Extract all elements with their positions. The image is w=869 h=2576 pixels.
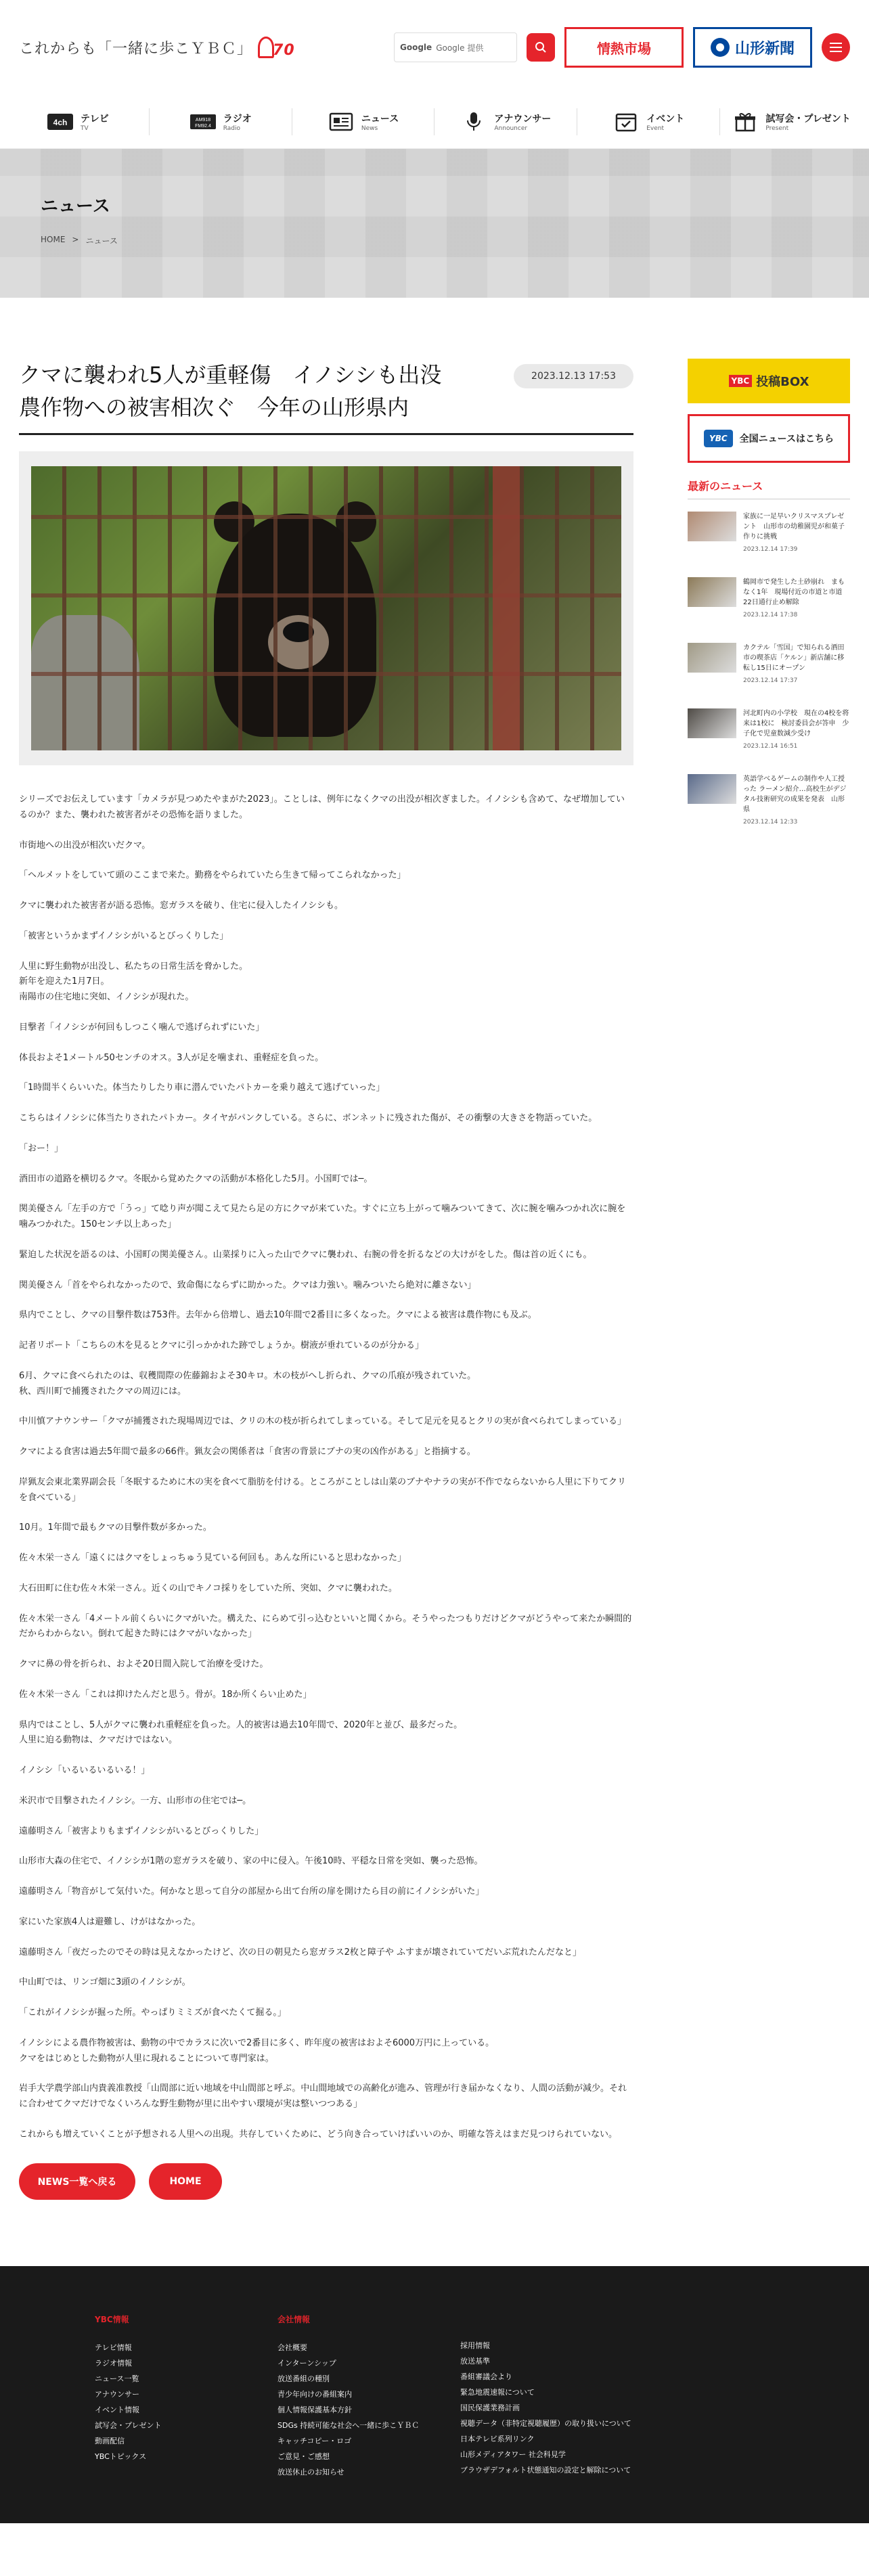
footer-link[interactable]: テレビ情報 <box>95 2343 132 2352</box>
hamburger-menu-button[interactable] <box>822 33 850 62</box>
footer-link[interactable]: 採用情報 <box>460 2341 490 2350</box>
article-paragraph: 酒田市の道路を横切るクマ。冬眠から覚めたクマの活動が本格化した5月。小国町では─。 <box>19 1173 373 1184</box>
news-list-button[interactable]: NEWS一覧へ戻る <box>19 2163 135 2200</box>
news-date: 2023.12.14 12:33 <box>743 819 798 826</box>
article-paragraph: 佐々木栄一さん「これは抑けたんだと思う。骨が。18か所くらい止めた」 <box>19 1689 312 1700</box>
news-thumbnail <box>688 643 736 673</box>
logo-text: これからも「一緒に歩こＹＢＣ」 <box>19 40 253 58</box>
article-title-line2: 農作物への被害相次ぐ 今年の山形県内 <box>19 394 409 420</box>
footer-link[interactable]: イベント情報 <box>95 2405 139 2414</box>
news-date: 2023.12.14 17:37 <box>743 677 798 684</box>
footer-col-other <box>460 2313 643 2523</box>
yamagata-shimbun-banner[interactable] <box>693 27 812 68</box>
news-date: 2023.12.14 17:38 <box>743 612 798 618</box>
home-button[interactable]: HOME <box>149 2163 222 2200</box>
article-paragraph: 米沢市で目撃されたイノシシ。一方、山形市の住宅では─。 <box>19 1795 252 1806</box>
footer-col-ybc <box>95 2313 277 2523</box>
search-button[interactable] <box>527 33 555 62</box>
article-paragraph: 目撃者「イノシシが何回もしつこく噛んで逃げられずにいた」 <box>19 1022 265 1033</box>
page-title: ニュース <box>41 196 110 217</box>
breadcrumb-home[interactable]: HOME <box>41 235 66 244</box>
footer-heading: YBC情報 <box>95 2314 129 2324</box>
footer-link[interactable]: YBCトピックス <box>95 2452 147 2462</box>
article-paragraph: 家にいた家族4人は避難し、けがはなかった。 <box>19 1916 201 1927</box>
article-photo-bear-in-cage <box>31 466 621 750</box>
article-paragraph: 市街地への出没が相次いだクマ。 <box>19 840 151 851</box>
article-paragraph: 中川慎アナウンサー「クマが捕獲された現場周辺では、クリの木の枝が折られてしまっている。そして足元を見るとクリの実が食べられてしまっている」 <box>19 1416 627 1427</box>
search-placeholder: Google 提供 <box>436 43 484 53</box>
footer-link[interactable]: ご意見・ご感想 <box>277 2452 330 2462</box>
footer-link[interactable]: ラジオ情報 <box>95 2358 132 2368</box>
national-news-label: 全国ニュースはこちら <box>739 434 834 445</box>
footer-link[interactable]: キャッチコピー・ロゴ <box>277 2437 352 2446</box>
nav-sublabel: Event <box>646 125 665 132</box>
footer-link[interactable]: 緊急地震速報について <box>460 2387 535 2397</box>
news-title: カクテル「雪国」で知られる酒田市の喫茶店「ケルン」新店舗に移転し15日にオープン <box>743 644 845 672</box>
nav-present[interactable] <box>719 108 862 135</box>
news-title: 鶴岡市で発生した土砂崩れ まもなく1年 現場付近の市道と市道 22日通行止め解除 <box>743 579 849 606</box>
nav-tv[interactable] <box>7 108 149 135</box>
news-date: 2023.12.14 16:51 <box>743 743 798 750</box>
news-date: 2023.12.14 17:39 <box>743 546 798 553</box>
gift-icon <box>732 111 759 133</box>
article-paragraph: イノシシによる農作物被害は、動物の中でカラスに次いで2番目に多く、昨年度の被害はおよそ6000万円に上っている。 クマをはじめとした動物が人里に現れることについて専門家は。 <box>19 2037 495 2064</box>
footer-link[interactable]: 視聴データ（非特定視聴履歴）の取り扱いについて <box>460 2418 631 2428</box>
footer-link[interactable]: 放送休止のお知らせ <box>277 2468 344 2477</box>
nav-radio[interactable] <box>149 108 292 135</box>
microphone-icon <box>460 111 487 133</box>
article-paragraph: イノシシ「いるいるいるいる！」 <box>19 1765 150 1776</box>
footer-link[interactable]: 青少年向けの番組案内 <box>277 2389 352 2399</box>
article-main <box>19 359 633 2200</box>
site-footer <box>0 2266 869 2523</box>
jonetsu-ichiba-banner[interactable] <box>564 27 684 68</box>
footer-link[interactable]: 個人情報保護基本方針 <box>277 2405 352 2414</box>
footer-link[interactable]: インターンシップ <box>277 2358 336 2368</box>
article-paragraph: 関美優さん「左手の方で「うっ」て唸り声が聞こえて見たら足の方にクマが来ていた。すぐに立ち上がって噛みついてきて、次に腕を噛みつかれ次に腕を噛みつかれた。150センチ以上あった」 <box>19 1204 626 1229</box>
nav-label: イベント <box>646 113 685 125</box>
toukou-box-label: 投稿BOX <box>756 375 809 389</box>
article-date: 2023.12.13 17:53 <box>514 364 633 388</box>
article-paragraph: これからも増えていくことが予想される人里への出現。共存していくために、どう向き合っていけばいいのか、明確な答えはまだ見つけられていない。 <box>19 2129 618 2140</box>
article-paragraph: 県内でことし、クマの目撃件数は753件。去年から倍増し、過去10年間で2番目に多くなった。クマによる被害は農作物にも及ぶ。 <box>19 1310 537 1321</box>
footer-link[interactable]: 試写会・プレゼント <box>95 2420 162 2430</box>
calendar-check-icon <box>612 111 640 133</box>
nav-label: ニュース <box>361 113 399 125</box>
search-input[interactable] <box>394 32 517 62</box>
latest-news-item[interactable] <box>688 499 850 565</box>
footer-link[interactable]: SDGs 持続可能な社会へ一緒に歩こＹＢＣ <box>277 2420 420 2430</box>
footer-link[interactable]: 会社概要 <box>277 2343 307 2352</box>
latest-news-item[interactable] <box>688 696 850 762</box>
article-paragraph: 岩手大学農学部山内貴義准教授「山間部に近い地域を中山間部と呼ぶ。中山間地域での高齢化が進み、管理が行き届かなくなり、人間の活動が減少。それに合わせてクマだけでなくいろんな野生動物が里に出やすい環境が実は整いつつある」 <box>19 2083 627 2109</box>
footer-link[interactable]: ブラウザデフォルト状態通知の設定と解除について <box>460 2466 631 2475</box>
footer-heading: 会社情報 <box>277 2314 311 2324</box>
article-paragraph: 遠藤明さん「物音がして気付いた。何かなと思って自分の部屋から出て台所の扉を開けたら目の前にイノシシがいた」 <box>19 1886 485 1897</box>
article-paragraph: 岸猟友会東北業界副会長「冬眠するために木の実を食べて脂肪を付ける。ところがことしは山菜のブナやナラの実が不作でならないから人里に下りてクリを食べている」 <box>19 1476 627 1503</box>
breadcrumb-separator: > <box>72 235 79 244</box>
page-hero <box>0 149 869 298</box>
svg-text:AM918: AM918 <box>195 117 210 122</box>
nav-event[interactable] <box>577 108 719 135</box>
national-news-banner[interactable] <box>688 414 850 463</box>
article-paragraph: クマに襲われた被害者が語る恐怖。窓ガラスを破り、住宅に侵入したイノシシも。 <box>19 901 343 911</box>
sidebar <box>688 359 850 2200</box>
nav-news[interactable] <box>292 108 435 135</box>
latest-news-item[interactable] <box>688 631 850 696</box>
nav-label: 試写会・プレゼント <box>765 113 851 125</box>
article-buttons <box>19 2163 633 2200</box>
footer-link[interactable]: ニュース一覧 <box>95 2374 139 2383</box>
news-thumbnail <box>688 577 736 607</box>
yamagata-shimbun-label: 山形新聞 <box>734 40 795 58</box>
article-photo-frame <box>19 451 633 765</box>
latest-news-list <box>688 499 850 838</box>
article-paragraph: クマによる食害は過去5年間で最多の66件。猟友会の関係者は「食害の背景にブナの実の凶作がある」と指摘する。 <box>19 1447 476 1457</box>
article-paragraph: 佐々木栄一さん「遠くにはクマをしょっちゅう見ている何回も。あんな所にいると思わなかった」 <box>19 1553 407 1563</box>
article-paragraph: 「これがイノシシが掘った所。やっぱりミミズが食べたくて掘る。」 <box>19 2008 286 2018</box>
footer-link[interactable]: 動画配信 <box>95 2437 125 2446</box>
nav-sublabel: Radio <box>223 125 241 132</box>
article-paragraph: 山形市大森の住宅で、イノシシが1階の窓ガラスを破り、家の中に侵入。午後10時、平穏な日常を突如、襲った恐怖。 <box>19 1856 483 1867</box>
news-title: 家族に一足早いクリスマスプレゼント 山形市の幼稚園児が和菓子作りに挑戦 <box>743 513 845 541</box>
footer-link[interactable]: 日本テレビ系列リンク <box>460 2435 535 2444</box>
article-paragraph: 「ヘルメットをしていて頭のここまで来た。勤務をやられていたら生きて帰ってこられなかった」 <box>19 870 406 881</box>
radio-icon <box>190 111 217 133</box>
article-paragraph: 県内ではことし、5人がクマに襲われ重軽症を負った。人的被害は過去10年間で、2020年と並び、最多だった。 人里に迫る動物は、クマだけではない。 <box>19 1719 463 1746</box>
ybc-tag: YBC <box>729 375 753 387</box>
article-title-line1: クマに襲われ5人が重軽傷 イノシシも出没 <box>19 362 442 388</box>
footer-link[interactable]: 山形メディアタワー 社会科見学 <box>460 2450 566 2460</box>
mascot-logo-icon: 70 <box>258 34 296 61</box>
nav-sublabel: TV <box>81 125 89 132</box>
latest-news-item[interactable] <box>688 565 850 631</box>
jonetsu-ichiba-label: 情熱市場 <box>597 40 651 57</box>
nav-label: ラジオ <box>223 113 252 125</box>
nav-label: アナウンサー <box>494 113 552 125</box>
article-header <box>19 359 633 435</box>
site-logo[interactable] <box>19 34 296 61</box>
article-paragraph: 6月、クマに食べられたのは、収穫間際の佐藤錦およそ30キロ。木の枝がへし折られ、クマの爪痕が残されていた。 秋、西川町で捕獲されたクマの周辺には。 <box>19 1370 476 1397</box>
article-paragraph: 大石田町に住む佐々木栄一さん。近くの山でキノコ採りをしていた所、突如、クマに襲われた。 <box>19 1583 397 1594</box>
latest-news-item[interactable] <box>688 762 850 838</box>
search-icon <box>535 41 547 53</box>
article-paragraph: 「1時間半くらいいた。体当たりしたり車に潜んでいたパトカーを乗り越えて逃げていった」 <box>19 1083 385 1093</box>
newspaper-logo-icon <box>711 38 730 57</box>
site-header <box>0 0 869 95</box>
breadcrumb <box>41 235 828 246</box>
article-paragraph: 遠藤明さん「夜だったのでその時は見えなかったけど、次の日の朝見たら窓ガラス2枚と障子や ふすまが壊されていてだいぶ荒れたんだなと」 <box>19 1947 582 1958</box>
ybc-logo-icon: YBC <box>704 430 733 447</box>
article-paragraph: 佐々木栄一さん「4メートル前くらいにクマがいた。構えた、にらめて引っ込むといいと聞くから。そうやったつもりだけどクマがどうやって来たか瞬間的だからわからない。倒れて起きた時にはクマがいなかった」 <box>19 1613 632 1640</box>
article-paragraph: 遠藤明さん「被害よりもまずイノシシがいるとびっくりした」 <box>19 1826 264 1836</box>
article-paragraph: こちらはイノシシに体当たりされたパトカー。タイヤがパンクしている。さらに、ボンネットに残された傷が、その衝撃の大きさを物語っていた。 <box>19 1113 598 1123</box>
news-thumbnail <box>688 774 736 804</box>
svg-text:4ch: 4ch <box>53 117 68 127</box>
footer-link[interactable]: 番組審議会より <box>460 2372 512 2381</box>
article-paragraph: 「被害というかまずイノシシがいるとびっくりした」 <box>19 930 229 941</box>
article-paragraph: 体長およそ1メートル50センチのオス。3人が足を噛まれ、重軽症を負った。 <box>19 1052 324 1063</box>
article-paragraph: 人里に野生動物が出没し、私たちの日常生活を脅かした。 新年を迎えた1月7日。 南陽市の住宅地に突如、イノシシが現れた。 <box>19 961 248 1002</box>
global-nav <box>0 95 869 149</box>
nav-sublabel: News <box>361 125 378 132</box>
article-paragraph: 関美優さん「首をやられなかったので、致命傷にならずに助かった。クマは力強い。噛みついたら絶対に離さない」 <box>19 1280 476 1290</box>
news-icon <box>328 111 355 133</box>
toukou-box-banner[interactable] <box>688 359 850 403</box>
footer-link[interactable]: 国民保護業務計画 <box>460 2403 520 2412</box>
news-thumbnail <box>688 512 736 541</box>
article-body <box>19 792 633 2143</box>
menu-line-icon <box>830 43 842 44</box>
nav-label: テレビ <box>81 113 109 125</box>
article-paragraph: 記者リポート「こちらの木を見るとクマに引っかかれた跡でしょうか。樹液が垂れているのが分かる」 <box>19 1340 424 1351</box>
footer-link[interactable]: 放送基準 <box>460 2356 490 2366</box>
article-paragraph: クマに鼻の骨を折られ、およそ20日間入院して治療を受けた。 <box>19 1659 269 1669</box>
breadcrumb-current: ニュース <box>85 236 118 246</box>
footer-col-company <box>277 2313 460 2523</box>
news-thumbnail <box>688 708 736 738</box>
article-paragraph: 10月。1年間で最もクマの目撃件数が多かった。 <box>19 1522 212 1533</box>
nav-sublabel: Announcer <box>494 125 528 132</box>
article-title <box>19 359 514 424</box>
latest-news-heading: 最新のニュース <box>688 478 850 499</box>
article-paragraph: 「おー！」 <box>19 1143 64 1154</box>
google-label: Google <box>400 43 432 52</box>
tv-4ch-icon <box>47 111 74 133</box>
article-paragraph: 中山町では、リンゴ畑に3頭のイノシシが。 <box>19 1977 191 1988</box>
svg-text:FM92.4: FM92.4 <box>194 123 211 129</box>
article-paragraph: 緊迫した状況を語るのは、小国町の関美優さん。山菜採りに入った山でクマに襲われ、右腕の骨を折るなどの大けがをした。傷は首の近くにも。 <box>19 1249 592 1260</box>
nav-announcer[interactable] <box>434 108 577 135</box>
article-paragraph: シリーズでお伝えしています「カメラが見つめたやまがた2023」。ことしは、例年になくクマの出没が相次ぎました。イノシシも含めて、なぜ増加しているのか？また、襲われた被害者がその恐怖を語りました。 <box>19 794 625 820</box>
footer-link[interactable]: アナウンサー <box>95 2389 139 2399</box>
nav-sublabel: Present <box>765 125 789 132</box>
news-title: 英語学べるゲームの制作や人工授った ラーメン紹介…高校生がデジタル技術研究の成果を発表 山形県 <box>743 775 847 813</box>
footer-link[interactable]: 放送番組の種別 <box>277 2374 330 2383</box>
news-title: 河北町内の小学校 現在の4校を将来は1校に 検討委員会が答申 少子化で児童数減少受け <box>743 710 849 738</box>
